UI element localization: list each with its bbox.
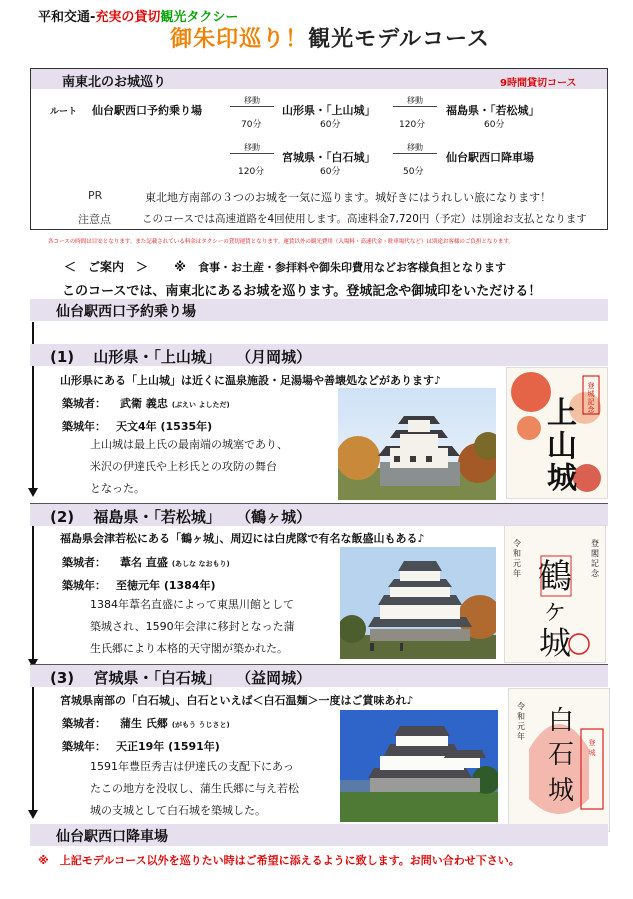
builder-label: 築城者： (62, 397, 106, 410)
svg-text:和: 和 (513, 549, 521, 558)
castle-2-text (90, 594, 295, 660)
bottom-note: ※ 上記モデルコース以外を巡りたい時はご希望に添えるように致します。お問い合わせ下さい。 (38, 854, 520, 867)
castle-1-text (90, 434, 288, 500)
castle-name: 福島県・「若松城」 (93, 508, 221, 526)
text-line: 上山城は最上氏の最南端の城塞であり、 (90, 438, 288, 451)
builder-reading: (あしな なおもり) (171, 560, 230, 568)
pr-label: PR (88, 189, 103, 202)
year-label: 築城年： (62, 420, 106, 433)
title-black-part: 観光モデルコース (308, 27, 490, 52)
castle-2-title (50, 506, 311, 527)
stop-3-time: 60分 (320, 167, 341, 177)
timeline-arrow-down-icon (28, 488, 38, 497)
guide-title: ＜ ご案内 ＞ (64, 260, 149, 274)
builder-reading: (ぶえい よしただ) (171, 401, 230, 409)
castle-1-photo (338, 388, 496, 500)
svg-text:登: 登 (588, 739, 596, 747)
leg-label: 移動 (407, 143, 423, 152)
svg-text:登: 登 (591, 539, 599, 548)
text-line: 1384年葦名直盛によって東黒川館として (90, 598, 294, 611)
page-title (90, 22, 570, 53)
builder-label: 築城者： (62, 717, 106, 730)
castle-1-title (50, 346, 311, 367)
svg-text:城: 城 (538, 624, 572, 662)
svg-text:城: 城 (547, 461, 577, 496)
guide-mark: ※ (174, 260, 186, 274)
svg-text:令: 令 (517, 702, 525, 711)
year-label: 築城年： (62, 579, 106, 592)
stop-1-time: 60分 (320, 120, 341, 130)
route-stop-2: 福島県・「若松城」 (446, 104, 540, 117)
svg-text:令: 令 (513, 539, 521, 548)
castle-3-desc: 宮城県南部の「白石城」、白石といえば＜白石温麺＞一度はご賞味あれ♪ (60, 694, 414, 707)
castle-3-text (90, 756, 299, 822)
route-label: ルート (50, 107, 78, 117)
route-stop-3: 宮城県・「白石城」 (282, 151, 376, 164)
builder-name: 葦名 直盛 (120, 556, 168, 569)
castle-3-builder (62, 715, 230, 731)
leg-3-time: 120分 (238, 167, 265, 177)
leg-1 (230, 97, 274, 108)
builder-name: 武衛 義忠 (120, 397, 168, 410)
end-band-label: 仙台駅西口降車場 (56, 829, 168, 845)
company-name: 平和交通- (38, 10, 96, 25)
year-label: 築城年： (62, 740, 106, 753)
castle-1-builder (62, 395, 230, 411)
timeline-line-3 (32, 686, 34, 812)
svg-text:登: 登 (587, 382, 595, 390)
tagline-green: 観光タクシー (160, 10, 239, 25)
route-stop-1: 山形県・「上山城」 (282, 104, 376, 117)
note-label: 注意点 (78, 213, 111, 226)
tagline-red: 充実の貸切 (95, 10, 161, 25)
castle-2-builder (62, 554, 230, 570)
route-start: 仙台駅西口予約乗り場 (92, 104, 202, 117)
castle-alias: （鶴ヶ城） (236, 508, 312, 526)
castle-2-photo (340, 547, 496, 659)
leg-4 (393, 144, 437, 155)
svg-text:石: 石 (547, 740, 575, 770)
leg-label: 移動 (244, 96, 260, 105)
svg-text:記: 記 (591, 559, 599, 568)
svg-text:年: 年 (517, 732, 525, 741)
castle-2-desc: 福島県会津若松にある「鶴ヶ城」、周辺には白虎隊で有名な飯盛山もある♪ (60, 532, 425, 545)
builder-reading: (がもう うじさと) (171, 721, 230, 729)
year-value: 天正19年 (1591年) (116, 740, 220, 753)
leg-4-time: 50分 (403, 167, 424, 177)
castle-number: (2) (50, 508, 75, 526)
stop-2-time: 60分 (484, 120, 505, 130)
route-end: 仙台駅西口降車場 (446, 151, 534, 164)
svg-text:城: 城 (547, 776, 575, 806)
text-line: たこの地方を没収し、蒲生氏郷に与え若松 (90, 782, 299, 795)
intro-text: このコースでは、南東北にあるお城を巡ります。登城記念や御城印をいただける！ (62, 284, 542, 299)
castle-number: (1) (50, 348, 75, 366)
svg-text:白: 白 (547, 706, 575, 736)
text-line: 1591年豊臣秀吉は伊達氏の支配下にあっ (90, 760, 294, 773)
timeline-arrow-down-icon (28, 810, 38, 819)
svg-text:城: 城 (588, 749, 596, 757)
svg-text:山: 山 (547, 429, 577, 464)
year-value: 天文4年 (1535年) (116, 420, 213, 433)
builder-label: 築城者： (62, 556, 106, 569)
castle-1-goshuin-stamp (506, 367, 608, 499)
svg-text:元: 元 (513, 559, 521, 568)
svg-text:閣: 閣 (591, 549, 599, 558)
svg-text:念: 念 (591, 569, 599, 578)
guide-note: 食事・お土産・参拝料や御朱印費用などお客様負担となります (198, 261, 507, 274)
svg-text:念: 念 (587, 406, 595, 414)
castle-1-desc: 山形県にある「上山城」は近くに温泉施設・足湯場や善壊処などがあります♪ (60, 374, 442, 387)
svg-text:年: 年 (513, 569, 521, 578)
castle-3-title (50, 667, 311, 688)
year-value: 至徳元年 (1384年) (116, 579, 216, 592)
pr-text: 東北地方南部の３つのお城を一気に巡ります。城好きにはうれしい旅になります！ (145, 191, 552, 204)
castle-number: (3) (50, 669, 75, 687)
start-band-label: 仙台駅西口予約乗り場 (56, 304, 196, 320)
text-line: 米沢の伊達氏や上杉氏との攻防の舞台 (90, 460, 277, 473)
castle-2-year (62, 577, 216, 593)
text-line: となった。 (90, 482, 145, 495)
text-line: 城の支城として白石城を築城した。 (90, 804, 266, 817)
castle-1-year (62, 418, 212, 434)
castle-name: 山形県・「上山城」 (93, 348, 221, 366)
svg-text:和: 和 (517, 712, 525, 721)
castle-2-goshuin-stamp (504, 525, 606, 663)
title-red-part: 御朱印巡り！ (170, 27, 309, 52)
leg-label: 移動 (244, 143, 260, 152)
leg-1-time: 70分 (241, 120, 262, 130)
svg-text:城: 城 (587, 390, 595, 398)
builder-name: 蒲生 氏郷 (120, 717, 168, 730)
castle-alias: （益岡城） (236, 669, 312, 687)
note-text: このコースでは高速道路を4回使用します。高速料金7,720円（予定）は別途お支払となります (142, 213, 587, 225)
timeline-line-2 (32, 526, 34, 661)
castle-3-year (62, 738, 220, 754)
duration-label: 9時間貸切コース (500, 78, 577, 89)
svg-text:上: 上 (547, 396, 577, 431)
leg-label: 移動 (407, 96, 423, 105)
leg-2-time: 120分 (399, 120, 426, 130)
text-line: 生氏郷により本格的天守閣が築かれた。 (90, 642, 288, 655)
guide-heading (64, 258, 506, 275)
route-name: 南東北のお城巡り (62, 75, 167, 90)
castle-3-goshuin-stamp (508, 688, 610, 832)
text-line: 築城され、1590年会津に移封となった蒲 (90, 620, 295, 633)
svg-text:記: 記 (587, 398, 595, 406)
leg-2 (393, 97, 437, 108)
svg-text:元: 元 (517, 722, 525, 731)
castle-3-photo (340, 710, 498, 822)
svg-text:ケ: ケ (543, 601, 567, 626)
castle-name: 宮城県・「白石城」 (93, 669, 221, 687)
castle-alias: （月岡城） (236, 348, 312, 366)
leg-3 (230, 144, 274, 155)
svg-text:鶴: 鶴 (538, 557, 572, 597)
footnote: 各コースの時間は目安となります。また記載されている料金はタクシーの貸切運賃となります。運賃以外の観光費用（入場料・高速代金・駐車場代など）は別途お客様のご負担となります。 (48, 239, 514, 245)
